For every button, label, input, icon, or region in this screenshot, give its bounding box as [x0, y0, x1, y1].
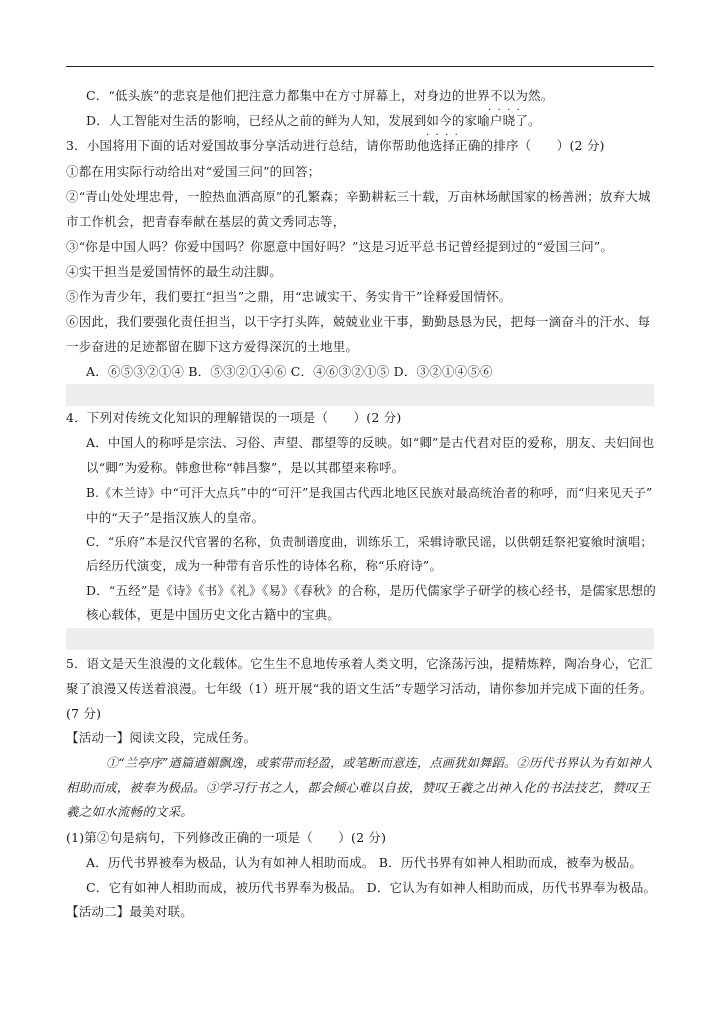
question-2-option-d: D．人工智能对生活的影响，已经从之前的鲜为人知，发展到如今的家喻户晓了。 — [86, 113, 541, 128]
activity-2-heading: 【活动二】最美对联。 — [66, 904, 194, 919]
question-5-stem-cont: 聚了浪漫又传送着浪漫。七年级（1）班开展“我的语文生活”专题学习活动，请你参加并完成下面的任务。 — [66, 682, 653, 696]
question-5-points: (7 分) — [66, 706, 102, 721]
emphasis-dots: · · · · — [426, 130, 458, 141]
question-4-option-d: D．“五经”是《诗》《书》《礼》《易》《春秋》的合称，是历代儒家学子研学的核心经书，是儒家思想的 — [86, 583, 656, 598]
question-4-option-a: A．中国人的称呼是宗法、习俗、声望、郡望等的反映。如“卿”是古代君对臣的爱称，朋友、夫妇间也 — [86, 435, 655, 450]
question-3-sentence-3: ③“你是中国人吗？你爱中国吗？你愿意中国好吗？”这是习近平总书记曾经提到过的“爱国三问”。 — [66, 239, 614, 254]
question-4-stem: 4．下列对传统文化知识的理解错误的一项是（ ）(2 分) — [66, 410, 402, 425]
subquestion-1-stem: (1)第②句是病句，下列修改正确的一项是（ ）(2 分) — [66, 830, 387, 845]
question-4-option-a-cont: 以“卿”为爱称。韩愈世称“韩昌黎”，是以其郡望来称呼。 — [86, 460, 405, 475]
question-3-sentence-2: ②“青山处处埋忠骨，一腔热血洒高原”的孔繁森；辛勤耕耘三十载，万亩林场献国家的杨善洲；放弃大城 — [66, 189, 651, 204]
answer-space-band — [66, 384, 654, 406]
question-4-option-c-cont: 后经历代演变，成为一种带有音乐性的诗体名称，称“乐府诗”。 — [86, 558, 443, 573]
question-4-option-d-cont: 核心载体，更是中国历史文化古籍中的宝典。 — [86, 607, 341, 622]
activity-1-heading: 【活动一】阅读文段，完成任务。 — [66, 730, 257, 745]
answer-space-band — [66, 628, 654, 650]
question-3-sentence-6-cont: 一步奋进的足迹都留在脚下这方爱得深沉的土地里。 — [66, 339, 359, 354]
subquestion-1-options-ab: A．历代书界被奉为极品，认为有如神人相助而成。 B．历代书界有如神人相助而成，被奉为极品。 — [86, 855, 643, 870]
question-4-option-b-cont: 中的“天子”是指汉族人的皇帝。 — [86, 510, 265, 525]
passage-line-3: 羲之如水流畅的文采。 — [66, 804, 194, 819]
question-3-sentence-4: ④实干担当是爱国情怀的最生动注脚。 — [66, 264, 282, 279]
question-2-option-c: C．“低头族”的悲哀是他们把注意力都集中在方寸屏幕上，对身边的世界不以为然。 — [86, 88, 554, 103]
question-5-stem: 5．语文是天生浪漫的文化载体。它生生不息地传承着人类文明，它涤荡污浊，提精炼粹，陶冶身心，它汇 — [66, 656, 653, 671]
question-3-sentence-5: ⑤作为青少年，我们要扛“担当”之鼎，用“忠诚实干、务实肯干”诠释爱国情怀。 — [66, 289, 512, 304]
question-4-option-b: B.《木兰诗》中“可汗大点兵”中的“可汗”是我国古代西北地区民族对最高统治者的称呼，而“归来见天子” — [86, 486, 653, 500]
question-3-options: A．⑥⑤③②①④ B．⑤③②①④⑥ C．④⑥③②①⑤ D．③②①④⑤⑥ — [86, 364, 493, 379]
question-3-sentence-6: ⑥因此，我们要强化责任担当，以干字打头阵，兢兢业业干事，勤勤恳恳为民，把每一滴奋斗的汗水、每 — [66, 314, 651, 329]
question-4-option-c: C．“乐府”本是汉代官署的名称，负责制谱度曲，训练乐工，采辑诗歌民谣，以供朝廷祭祀宴飨时演唱； — [86, 535, 653, 549]
header-rule — [66, 66, 654, 67]
passage-line-1: ①“兰亭序”遒篇遒媚飘逸，或萦带而轻盈，或笔断而意连，点画犹如舞蹈。②历代书界认为有如神人 — [106, 756, 653, 770]
question-3-stem: 3．小国将用下面的话对爱国故事分享活动进行总结，请你帮助他选择正确的排序（ ）(2 分) — [66, 138, 605, 153]
question-3-sentence-2-cont: 市工作机会，把青春奉献在基层的黄文秀同志等， — [66, 214, 346, 229]
subquestion-1-options-cd: C．它有如神人相助而成，被历代书界奉为极品。 D．它认为有如神人相助而成，历代书界奉为极品。 — [86, 880, 657, 895]
passage-line-2: 相助而成，被奉为极品。③学习行书之人，都会倾心难以自拔，赞叹王羲之出神入化的书法技艺，赞叹王 — [66, 780, 651, 795]
question-3-sentence-1: ①都在用实际行动给出对“爱国三问”的回答； — [66, 164, 321, 179]
emphasis-dots: · · · · — [488, 105, 520, 116]
